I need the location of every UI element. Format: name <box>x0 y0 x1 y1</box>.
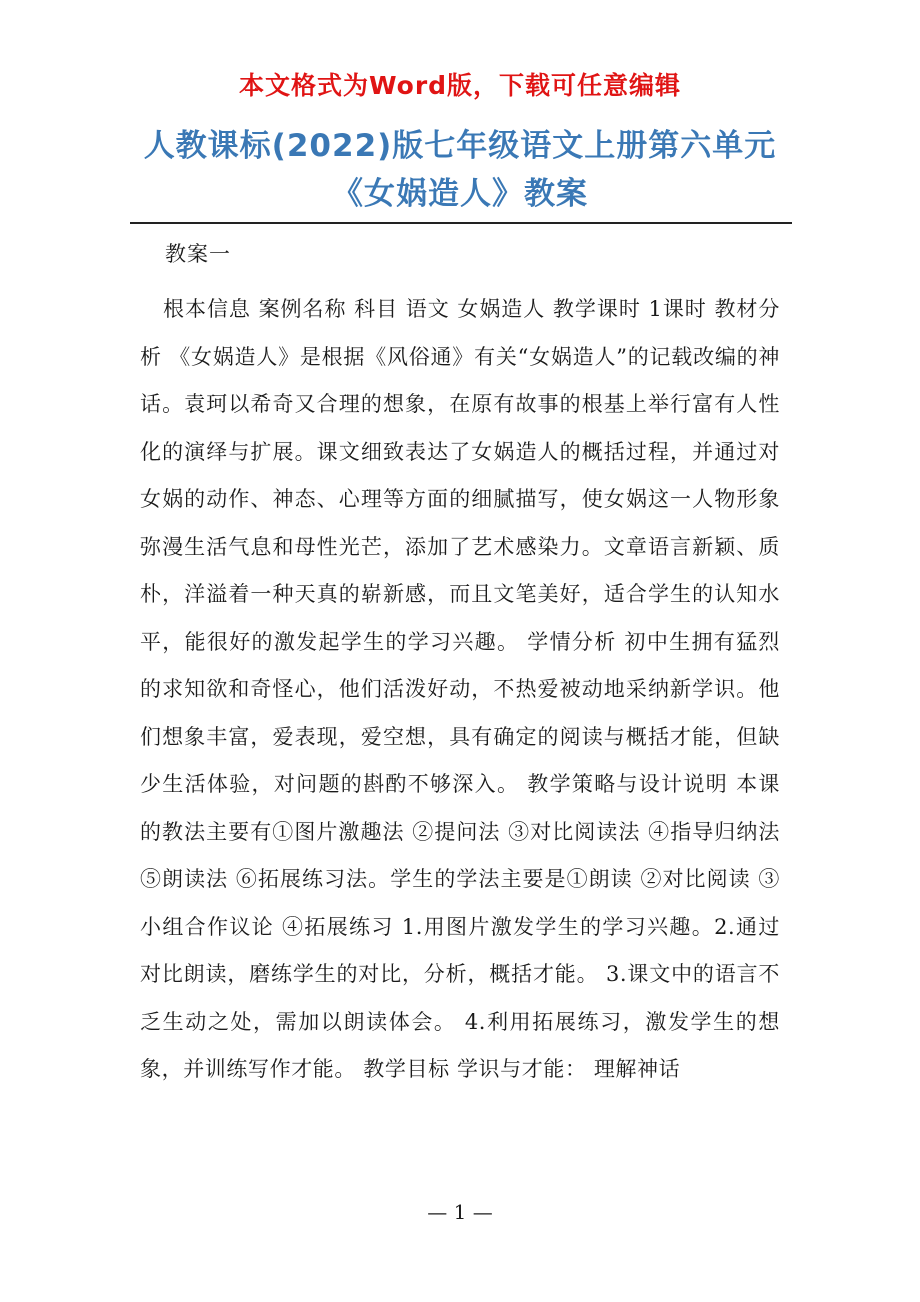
page-title: 人教课标(2022)版七年级语文上册第六单元《女娲造人》教案 <box>143 128 777 212</box>
section-label: 教案一 <box>165 242 231 266</box>
title-divider <box>130 222 792 224</box>
format-notice: 本文格式为Word版，下载可任意编辑 <box>238 71 682 100</box>
page-number: — 1 — <box>427 1200 493 1224</box>
body-paragraph: 根本信息 案例名称 科目 语文 女娲造人 教学课时 1课时 教材分析 《女娲造人》是根据《风俗通》有关“女娲造人”的记载改编的神话。袁珂以希奇又合理的想象，在原有故事的根基上举行富有人性化的演绎与扩展。课文细致表达了女娲造人的概括过程，并通过对女娲的动作、神态、心理等方面的细腻描写，使女娲这一人物形象弥漫生活气息和母性光芒，添加了艺术感染力。文章语言新颖、质朴，洋溢着一种天真的崭新感，而且文笔美好，适合学生的认知水平，能很好的激发起学生的学习兴趣。 学情分析 初中生拥有猛烈的求知欲和奇怪心，他们活泼好动，不热爱被动地采纳新学识。他们想象丰富，爱表现，爱空想，具有确定的阅读与概括才能，但缺少生活体验，对问题的斟酌不够深入。 教学策略与设计说明 本课的教法主要有①图片激趣法 ②提问法 ③对比阅读法 ④指导归纳法 ⑤朗读法 ⑥拓展练习法。学生的学法主要是①朗读 ②对比阅读 ③小组合作议论 ④拓展练习 1.用图片激发学生的学习兴趣。2.通过对比朗读，磨练学生的对比，分析，概括才能。 3.课文中的语言不乏生动之处，需加以朗读体会。 4.利用拓展练习，激发学生的想象，并训练写作才能。 教学目标 学识与才能： 理解神话 <box>140 297 780 1081</box>
